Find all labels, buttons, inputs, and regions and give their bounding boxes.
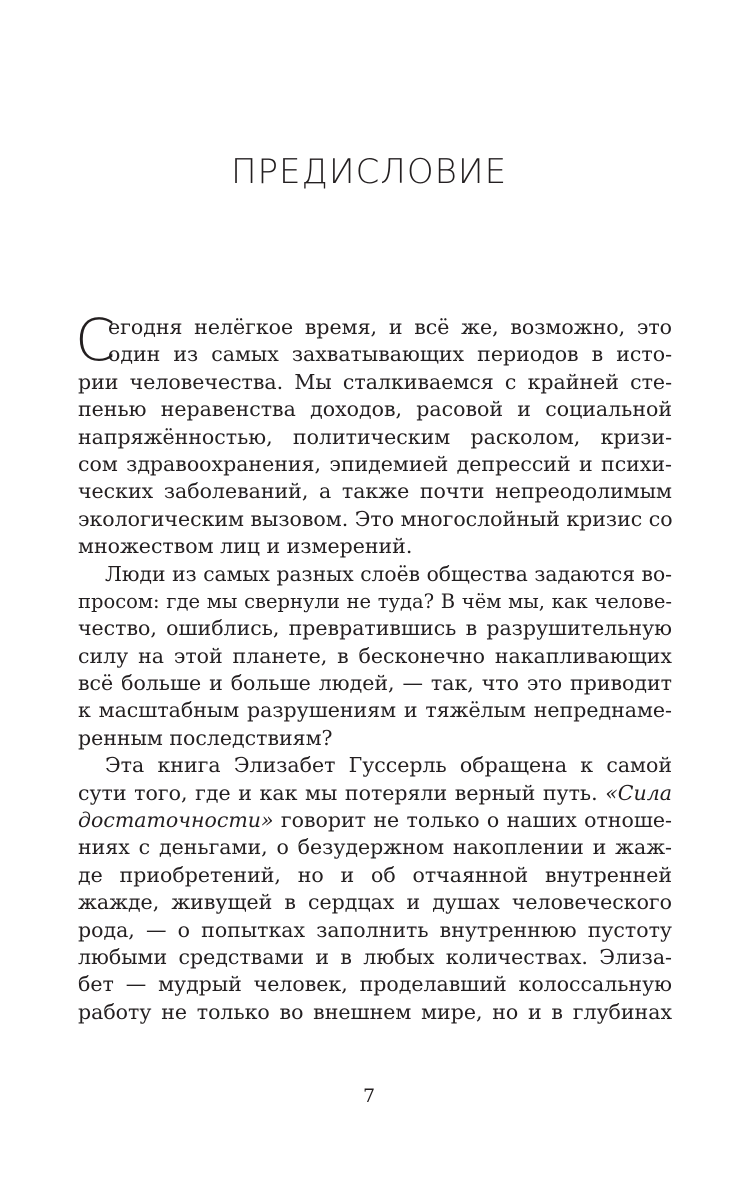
text-line: достаточности» говорит не только о наших отноше-	[78, 808, 672, 833]
text-line: сом здравоохранения, эпидемией депрессий и психи-	[78, 451, 672, 476]
text-line: множеством лиц и измерений.	[78, 534, 413, 559]
chapter-title: ПРЕДИСЛОВИЕ	[230, 152, 508, 192]
text-line: к масштабным разрушениям и тяжёлым непреднаме-	[78, 698, 672, 723]
text-line: всё больше и больше людей, — так, что это приводит	[78, 671, 672, 696]
drop-cap: С	[75, 306, 116, 374]
body-text	[75, 306, 673, 1026]
text-line: жажде, живущей в сердцах и душах человеческого	[78, 890, 672, 915]
text-line: силу на этой планете, в бесконечно накапливающих	[78, 643, 672, 668]
book-title-italic: «Сила	[605, 780, 672, 805]
paragraph-1	[75, 306, 673, 561]
book-title-italic: достаточности»	[78, 808, 274, 833]
text-line: рии человечества. Мы сталкиваемся с крайней сте-	[78, 369, 672, 394]
paragraph-3	[78, 752, 672, 1026]
text-line: экологическим вызовом. Это многослойный кризис со	[78, 506, 673, 531]
text-line: Эта книга Элизабет Гуссерль обращена к самой	[105, 753, 672, 778]
text-line: бет — мудрый человек, проделавший колоссальную	[78, 972, 672, 997]
text-line: чество, ошиблись, превратившись в разрушительную	[78, 616, 672, 641]
text-line: рода, — о попытках заполнить внутреннюю пустоту	[78, 917, 672, 942]
text-line: ниях с деньгами, о безудержном накоплении и жаж-	[78, 835, 672, 860]
text-line: пенью неравенства доходов, расовой и социальной	[78, 397, 672, 422]
text-line: ренным последствиям?	[78, 725, 333, 750]
text-line: С егодня нелёгкое время, и всё же, возможно, это	[75, 306, 672, 374]
paragraph-2	[78, 561, 672, 753]
text-line: сути того, где и как мы потеряли верный путь. «Сила	[78, 780, 672, 805]
text-line: один из самых захватывающих периодов в исто-	[108, 342, 672, 367]
text-line: просом: где мы свернули не туда? В чём мы, как челове-	[78, 589, 672, 613]
text-line: ческих заболеваний, а также почти непреодолимым	[78, 479, 672, 504]
page-number: 7	[362, 1085, 376, 1107]
text-line: работу не только во внешнем мире, но и в глубинах	[78, 999, 672, 1024]
text-line: де приобретений, но и об отчаянной внутренней	[78, 862, 672, 887]
text-line: любыми средствами и в любых количествах. Элиза-	[78, 944, 672, 969]
text-line: Люди из самых разных слоёв общества задаются во-	[105, 561, 672, 586]
text-line: напряжённостью, политическим расколом, кризи-	[78, 424, 672, 449]
